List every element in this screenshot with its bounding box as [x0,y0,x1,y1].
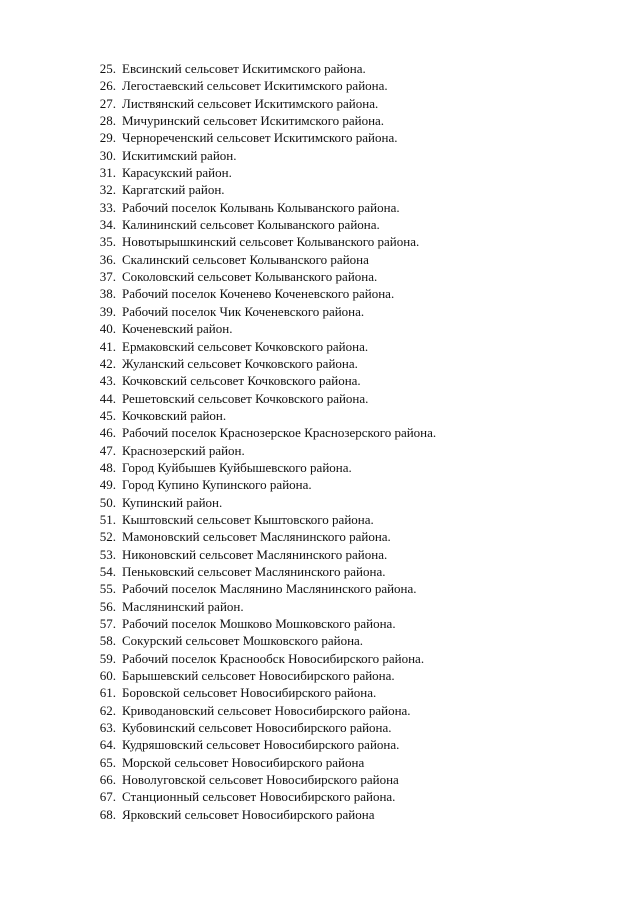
list-item-number: 47. [99,442,116,458]
list-item-number: 29. [99,130,116,146]
list-item-text: Новолуговской сельсовет Новосибирского района [122,772,399,788]
list-item-number: 43. [99,373,116,389]
list-item-text: Рабочий поселок Чик Коченевского района. [122,303,365,319]
list-item-number: 68. [99,806,116,822]
list-item-number: 44. [99,390,116,406]
list-item-text: Мичуринский сельсовет Искитимского района. [122,113,385,129]
list-item-number: 58. [99,633,116,649]
list-item-text: Мамоновский сельсовет Маслянинского района. [122,529,391,545]
list-item [84,199,436,216]
list-item-text: Калининский сельсовет Колыванского района. [122,217,380,233]
list-item [84,268,436,285]
list-item-text: Рабочий поселок Колывань Колыванского района. [122,199,400,215]
list-item [84,632,436,649]
list-item-text: Каргатский район. [122,182,225,198]
list-item-text: Краснозерский район. [122,442,245,458]
list-item [84,494,436,511]
list-item [84,754,436,771]
list-item [84,95,436,112]
list-item-number: 45. [99,407,116,423]
list-item-number: 37. [99,269,116,285]
list-item-number: 66. [99,772,116,788]
list-item-text: Кубовинский сельсовет Новосибирского района. [122,720,392,736]
list-item-text: Город Купино Купинского района. [122,477,312,493]
list-item [84,667,436,684]
list-item [84,285,436,302]
list-item [84,771,436,788]
list-item [84,112,436,129]
list-item [84,164,436,181]
list-item-text: Барышевский сельсовет Новосибирского района. [122,668,395,684]
list-item [84,650,436,667]
list-item-text: Рабочий поселок Маслянино Маслянинского района. [122,581,417,597]
list-item [84,615,436,632]
list-item-number: 59. [99,650,116,666]
list-item-text: Станционный сельсовет Новосибирского района. [122,789,396,805]
list-item-number: 65. [99,754,116,770]
list-item [84,442,436,459]
list-item-number: 30. [99,147,116,163]
list-item-text: Сокурский сельсовет Мошковского района. [122,633,364,649]
list-item [84,407,436,424]
list-item-text: Пеньковский сельсовет Маслянинского района. [122,563,386,579]
list-item-text: Ярковский сельсовет Новосибирского района [122,806,375,822]
list-item [84,216,436,233]
list-item [84,181,436,198]
list-item [84,355,436,372]
list-item-number: 46. [99,425,116,441]
list-item [84,60,436,77]
list-item [84,338,436,355]
list-item-text: Карасукский район. [122,165,232,181]
list-item-text: Боровской сельсовет Новосибирского района. [122,685,377,701]
list-item-number: 39. [99,303,116,319]
list-item-number: 64. [99,737,116,753]
list-item [84,233,436,250]
list-item-number: 63. [99,720,116,736]
list-item-number: 26. [99,78,116,94]
list-item [84,251,436,268]
list-item-text: Новотырышкинский сельсовет Колыванского района. [122,234,420,250]
list-item [84,684,436,701]
list-item-text: Купинский район. [122,494,223,510]
list-item-text: Кочковский сельсовет Кочковского района. [122,373,361,389]
list-item [84,563,436,580]
list-item-number: 36. [99,251,116,267]
list-item-number: 40. [99,321,116,337]
list-item-text: Рабочий поселок Краснообск Новосибирского района. [122,650,425,666]
list-item-text: Евсинский сельсовет Искитимского района. [122,61,366,76]
list-item-number: 61. [99,685,116,701]
list-item-text: Рабочий поселок Коченево Коченевского района. [122,286,395,302]
list-item [84,702,436,719]
list-item-number: 56. [99,598,116,614]
list-item-text: Ермаковский сельсовет Кочковского района. [122,338,369,354]
list-item-text: Кыштовский сельсовет Кыштовского района. [122,511,374,527]
list-item-text: Соколовский сельсовет Колыванского района. [122,269,378,285]
list-item-number: 51. [99,511,116,527]
list-item [84,390,436,407]
list-item-number: 55. [99,581,116,597]
list-item-number: 25. [99,61,116,76]
list-item [84,719,436,736]
list-item-text: Чернореченский сельсовет Искитимского района. [122,130,398,146]
list-item-text: Кудряшовский сельсовет Новосибирского района. [122,737,400,753]
list-item [84,598,436,615]
list-item [84,320,436,337]
list-item-number: 48. [99,459,116,475]
list-item [84,77,436,94]
list-item-text: Кочковский район. [122,407,227,423]
list-item [84,580,436,597]
list-item-number: 49. [99,477,116,493]
list-item [84,476,436,493]
list-item-number: 28. [99,113,116,129]
list-item-text: Рабочий поселок Краснозерское Краснозерского района. [122,425,437,441]
list-item-text: Решетовский сельсовет Кочковского района. [122,390,369,406]
list-item-number: 62. [99,702,116,718]
list-item-text: Город Куйбышев Куйбышевского района. [122,459,352,475]
list-item-text: Криводановский сельсовет Новосибирского района. [122,702,411,718]
list-item-number: 33. [99,199,116,215]
list-item-number: 52. [99,529,116,545]
list-item [84,303,436,320]
list-item [84,806,436,823]
list-item-text: Рабочий поселок Мошково Мошковского района. [122,616,396,631]
list-item-text: Искитимский район. [122,147,237,163]
list-item-number: 31. [99,165,116,181]
list-item-text: Жуланский сельсовет Кочковского района. [122,355,358,371]
list-item-text: Морской сельсовет Новосибирского района [122,754,365,770]
list-item [84,511,436,528]
list-item [84,129,436,146]
list-item [84,424,436,441]
list-item-text: Маслянинский район. [122,598,244,614]
list-item-text: Скалинский сельсовет Колыванского района [122,251,369,267]
list-item-number: 60. [99,668,116,684]
list-item-number: 42. [99,355,116,371]
numbered-list [84,60,436,823]
list-item-number: 57. [99,616,116,631]
list-item-number: 67. [99,789,116,805]
list-item [84,788,436,805]
list-item-number: 34. [99,217,116,233]
list-item [84,372,436,389]
list-item [84,546,436,563]
list-item-text: Листвянский сельсовет Искитимского района. [122,95,379,111]
list-item-number: 41. [99,338,116,354]
list-item-number: 32. [99,182,116,198]
list-item-number: 38. [99,286,116,302]
list-item [84,736,436,753]
list-item-text: Никоновский сельсовет Маслянинского района. [122,546,388,562]
list-item [84,459,436,476]
list-item [84,528,436,545]
list-item-text: Легостаевский сельсовет Искитимского района. [122,78,388,94]
list-item [84,147,436,164]
list-item-text: Коченевский район. [122,321,233,337]
list-item-number: 50. [99,494,116,510]
list-item-number: 27. [99,95,116,111]
list-item-number: 35. [99,234,116,250]
list-item-number: 54. [99,563,116,579]
list-item-number: 53. [99,546,116,562]
